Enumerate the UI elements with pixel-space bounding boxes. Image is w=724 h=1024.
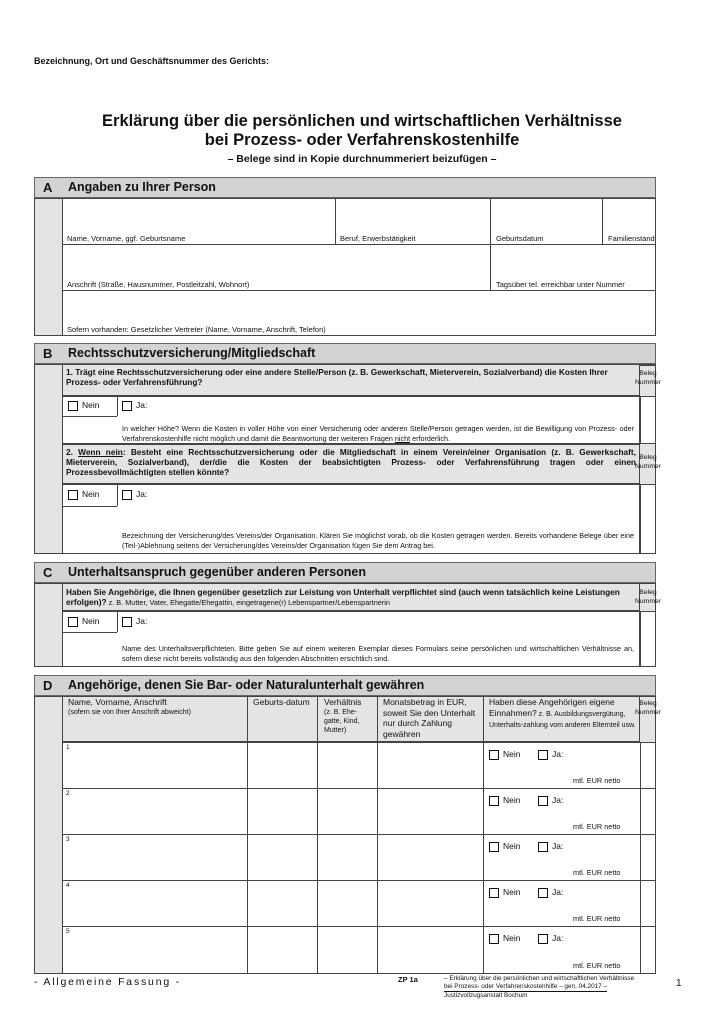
- d-col-monat: Monatsbetrag in EUR, soweit Sie den Unterhalt nur durch Zahlung gewähren: [383, 697, 476, 739]
- d-col-name-text: Name, Vorname, Anschrift: [68, 697, 167, 707]
- d-col-verh: [324, 697, 374, 735]
- d-row-5-nein-checkbox[interactable]: [489, 934, 499, 944]
- section-b-question-1: 1. Trägt eine Rechtsschutzversicherung oder eine andere Stelle/Person (z. B. Gewerkschaft, Mieterverein, Sozialverband) die Kosten Ihrer Prozess- oder Verfahrensführung?: [66, 367, 608, 387]
- section-c-header: [34, 562, 656, 583]
- c-ja-checkbox[interactable]: [122, 617, 132, 627]
- d-row-4-nein-checkbox[interactable]: [489, 888, 499, 898]
- d-row-2-nein-label: Nein: [503, 795, 521, 805]
- d-row-3-nein-checkbox[interactable]: [489, 842, 499, 852]
- q2-wenn-nein: Wenn nein: [78, 447, 123, 457]
- d-row-2-ja-checkbox[interactable]: [538, 796, 548, 806]
- section-b-beleg2-field[interactable]: [640, 484, 656, 554]
- telefon-field-label[interactable]: Tagsüber tel. erreichbar unter Nummer: [496, 280, 625, 289]
- d-row-1-nein-checkbox[interactable]: [489, 750, 499, 760]
- b2-nein-checkbox[interactable]: [68, 490, 78, 500]
- footer-desc-line-2: bei Prozess- oder Verfahrenskostenhilfe – gen. 04.2017 –: [444, 983, 607, 992]
- d-row-5-mtl: mtl. EUR netto: [573, 961, 621, 970]
- d-row-3-nein-label: Nein: [503, 841, 521, 851]
- name-field-label[interactable]: Name, Vorname, ggf. Geburtsname: [67, 234, 186, 243]
- footer-code: ZP 1a: [398, 975, 418, 984]
- section-c-title: Unterhaltsanspruch gegenüber anderen Personen: [68, 565, 366, 579]
- b1-note: [122, 424, 634, 443]
- d-head-vline-4: [483, 696, 484, 742]
- b1-note-part-1: In welcher Höhe? Wenn die Kosten in voller Höhe von einer Versicherung oder anderen Stelle/Person getragen werden, ist die Bewilligung von Prozess- oder Verfahrenskostenhilfe nicht möglich und damit die Beantwortung der weiteren Fragen: [122, 424, 634, 443]
- anschrift-field-label[interactable]: Anschrift (Straße, Hausnummer, Postleitzahl, Wohnort): [67, 280, 250, 289]
- d-row-hline-3: [62, 880, 656, 881]
- section-a-vline-2: [490, 198, 491, 290]
- c-note: Name des Unterhaltsverpflichteten. Bitte geben Sie auf einem weiteren Exemplar dieses Formulars seine persönlichen und wirtschaftlichen Verhältnisse an, sofern diese nicht bereits vollständig aus den folgenden Abschnitten ersichtlich sind.: [122, 644, 634, 663]
- section-a-fields: [62, 198, 656, 336]
- section-c-beleg-field[interactable]: [640, 611, 656, 667]
- d-row-vline-1: [247, 742, 248, 974]
- section-b-beleg1-field[interactable]: [640, 396, 656, 444]
- d-row-4-nein-label: Nein: [503, 887, 521, 897]
- d-head-vline-3: [377, 696, 378, 742]
- b1-ja-label: Ja:: [136, 400, 148, 410]
- b1-note-part-3: erforderlich.: [410, 433, 451, 443]
- d-col-verh-text: Verhältnis: [324, 697, 362, 707]
- d-col-geburt: Geburts-datum: [253, 697, 310, 707]
- d-row-1-ja-checkbox[interactable]: [538, 750, 548, 760]
- d-row-vline-2: [317, 742, 318, 974]
- c-nein-label: Nein: [82, 616, 100, 626]
- c-q-normal: z. B. Mutter, Vater, Ehegatte/Ehegattin, eingetragene(r) Lebenspartner/Lebenspartnerin: [106, 598, 390, 607]
- b1-ja-checkbox[interactable]: [122, 401, 132, 411]
- form-title: [0, 112, 724, 150]
- footer-description: [444, 975, 634, 1001]
- d-row-vline-3: [377, 742, 378, 974]
- section-a-vline-1: [335, 198, 336, 244]
- form-title-line-2: bei Prozess- oder Verfahrenskostenhilfe: [204, 131, 520, 149]
- d-row-5-ja-checkbox[interactable]: [538, 934, 548, 944]
- d-head-vline-2: [317, 696, 318, 742]
- section-a-divider-2: [62, 290, 656, 291]
- d-row-hline-1: [62, 788, 656, 789]
- d-col-verh-sub: (z. B. Ehe-gatte, Kind, Mutter): [324, 708, 360, 734]
- d-row-1-ja-label: Ja:: [552, 749, 564, 759]
- form-subtitle: – Belege sind in Kopie durchnummeriert beizufügen –: [227, 153, 497, 165]
- d-col-einnahmen-sub: z. B. Ausbildungsvergütung, Unterhalts-zahlung vom anderen Elternteil usw.: [489, 710, 636, 729]
- vertreter-field-label[interactable]: Sofern vorhanden: Gesetzlicher Vertreter (Name, Vorname, Anschrift, Telefon): [67, 325, 326, 334]
- section-d-title: Angehörige, denen Sie Bar- oder Naturalunterhalt gewähren: [68, 678, 425, 692]
- d-row-4-ja-checkbox[interactable]: [538, 888, 548, 898]
- d-row-2-mtl: mtl. EUR netto: [573, 822, 621, 831]
- d-row-3-mtl: mtl. EUR netto: [573, 868, 621, 877]
- court-label: Bezeichnung, Ort und Geschäftsnummer des Gerichts:: [34, 56, 270, 66]
- beruf-field-label[interactable]: Beruf, Erwerbstätigkeit: [340, 234, 416, 243]
- d-rows-frame: [62, 742, 656, 974]
- c-q-bold: Haben Sie Angehörige, die Ihnen gegenüber gesetzlich zur Leistung von Unterhalt verpflichtet sind (auch wenn tatsächlich keine Leistungen erfolgen)?: [66, 587, 620, 607]
- c-nein-checkbox[interactable]: [68, 617, 78, 627]
- d-row-3-num: 3: [66, 836, 70, 843]
- d-row-5-nein-label: Nein: [503, 933, 521, 943]
- d-row-5-num: 5: [66, 928, 70, 935]
- d-row-3-ja-label: Ja:: [552, 841, 564, 851]
- d-col-name-sub: (sofern sie von Ihrer Anschrift abweicht): [68, 708, 191, 716]
- d-row-2-ja-label: Ja:: [552, 795, 564, 805]
- section-a-divider-1: [62, 244, 656, 245]
- geburtsdatum-field-label[interactable]: Geburtsdatum: [496, 234, 544, 243]
- section-c-question: [66, 587, 636, 608]
- d-col-name: [68, 697, 191, 717]
- b2-note: Bezeichnung der Versicherung/des Vereins/der Organisation. Klären Sie möglichst vorab, ob die Kosten getragen werden. Bereits vorhandene Belege über eine (Teil-)Ablehnung seitens der Versicherung/des Vereins/der Organisation fügen Sie dem Antrag bei.: [122, 531, 634, 550]
- d-col-einnahmen: [489, 697, 639, 730]
- section-a-title: Angaben zu Ihrer Person: [68, 180, 216, 194]
- b1-note-part-2: nicht: [394, 433, 411, 443]
- b2-ja-checkbox[interactable]: [122, 490, 132, 500]
- section-b-beleg-2: Beleg Nummer: [634, 454, 662, 470]
- d-row-5-ja-label: Ja:: [552, 933, 564, 943]
- section-b-header: [34, 343, 656, 364]
- page-number: 1: [676, 978, 682, 989]
- d-row-4-num: 4: [66, 882, 70, 889]
- section-b-a1-vline: [117, 396, 118, 416]
- q2-prefix: 2.: [66, 447, 79, 457]
- d-row-vline-4: [483, 742, 484, 974]
- form-title-line-1: Erklärung über die persönlichen und wirtschaftlichen Verhältnisse: [102, 112, 622, 130]
- section-b-letter: B: [43, 346, 53, 361]
- d-row-1-mtl: mtl. EUR netto: [573, 776, 621, 785]
- d-row-1-nein-label: Nein: [503, 749, 521, 759]
- section-c-letter: C: [43, 565, 53, 580]
- footer-desc-line-3: Justizvollzugsanstalt Bochum: [444, 992, 528, 1000]
- section-d-letter: D: [43, 678, 53, 693]
- q2-rest: : Besteht eine Rechtsschutzversicherung oder die Mitgliedschaft in einem Verein/einer Organisation (z. B. Gewerkschaft, Mieterverein, Sozialverband), der/die die Kosten der beabsichtigten Prozess- oder Verfahrensführung tragen oder einen Prozessbevollmächtigten stellen könnte?: [66, 447, 636, 477]
- section-c-vline: [117, 611, 118, 632]
- d-row-hline-2: [62, 834, 656, 835]
- d-row-3-ja-checkbox[interactable]: [538, 842, 548, 852]
- familienstand-field-label[interactable]: Familienstand: [608, 234, 655, 243]
- section-d-beleg: Beleg Nummer: [634, 700, 662, 716]
- section-a-header: [34, 177, 656, 198]
- section-a-vline-3: [602, 198, 603, 244]
- section-b-a2-hline: [62, 506, 117, 507]
- d-row-4-mtl: mtl. EUR netto: [573, 914, 621, 923]
- section-b-a1-hline: [62, 416, 117, 417]
- c-ja-label: Ja:: [136, 616, 148, 626]
- d-row-2-nein-checkbox[interactable]: [489, 796, 499, 806]
- section-c-hline: [62, 632, 117, 633]
- d-row-vline-5: [640, 742, 641, 974]
- section-b-a2-vline: [117, 484, 118, 506]
- footer-edition: - Allgemeine Fassung -: [34, 976, 181, 988]
- d-row-hline-4: [62, 926, 656, 927]
- section-a-letter: A: [43, 180, 53, 195]
- footer-desc-line-1: – Erklärung über die persönlichen und wirtschaftlichen Verhältnisse: [444, 975, 635, 982]
- d-row-4-ja-label: Ja:: [552, 887, 564, 897]
- d-col-einnahmen-text: Haben diese Angehörigen eigene Einnahmen?: [489, 697, 615, 718]
- section-c-beleg: Beleg Nummer: [634, 589, 662, 605]
- section-b-title: Rechtsschutzversicherung/Mitgliedschaft: [68, 346, 316, 360]
- b2-nein-label: Nein: [82, 489, 100, 499]
- b1-nein-checkbox[interactable]: [68, 401, 78, 411]
- b1-nein-label: Nein: [82, 400, 100, 410]
- section-b-beleg-1: Beleg Nummer: [634, 370, 662, 386]
- d-row-2-num: 2: [66, 790, 70, 797]
- d-head-vline-1: [247, 696, 248, 742]
- section-b-beleg1-top: [640, 364, 656, 366]
- section-b-question-2: [66, 447, 636, 477]
- section-d-header: [34, 675, 656, 696]
- d-row-1-num: 1: [66, 744, 70, 751]
- b2-ja-label: Ja:: [136, 489, 148, 499]
